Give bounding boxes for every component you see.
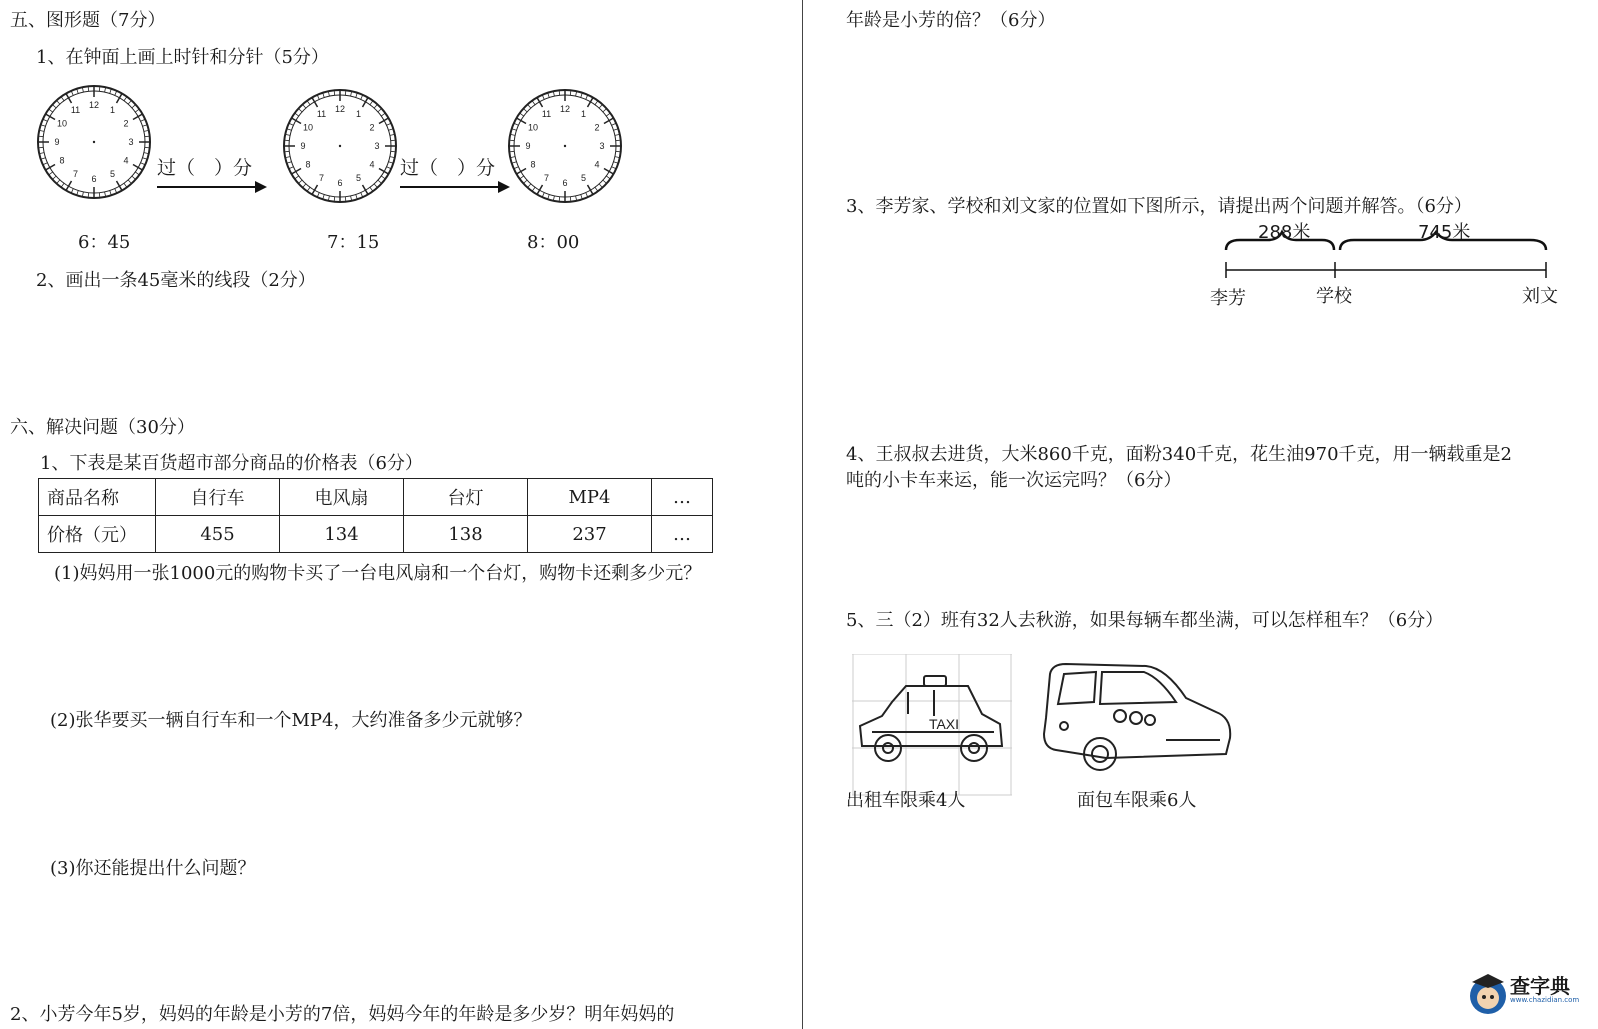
clock-tick — [612, 167, 617, 169]
clock-tick — [595, 187, 598, 191]
clock-tick — [523, 180, 527, 183]
table-cell: MP4 — [528, 479, 652, 516]
clock-tick — [57, 180, 60, 184]
clock-tick — [132, 176, 136, 179]
clock-tick — [387, 123, 392, 125]
clock-tick — [603, 180, 607, 183]
clock-tick — [361, 193, 363, 198]
clock-tick — [61, 183, 64, 187]
arrow1-label: 过（ ）分 — [157, 157, 253, 179]
clock-tick — [284, 151, 289, 152]
time-label-3: 8：00 — [527, 232, 580, 253]
logo-name: 查字典 — [1510, 974, 1570, 998]
section5-title: 五、图形题（7分） — [10, 10, 166, 31]
clock-numeral: 6 — [337, 178, 343, 188]
clock-tick — [298, 109, 302, 112]
clock-tick — [99, 193, 100, 198]
clock-tick — [387, 167, 392, 169]
clock-tick — [135, 109, 139, 112]
clock-tick — [141, 119, 146, 121]
time-label-2: 7：15 — [327, 232, 380, 253]
sub-question-1: (1)妈妈用一张1000元的购物卡买了一台电风扇和一个台灯，购物卡还剩多少元？ — [54, 563, 702, 584]
clock-tick — [295, 176, 299, 179]
clock-numeral: 11 — [541, 108, 552, 119]
clock-tick — [378, 180, 382, 183]
clock-tick — [603, 109, 607, 112]
clock-numeral: 11 — [316, 108, 327, 119]
clock-tick — [381, 176, 385, 179]
clock-tick — [43, 163, 48, 165]
problem3-text: 3、李芳家、学校和刘文家的位置如下图所示，请提出两个问题并解答。（6分） — [846, 196, 1472, 217]
clock-tick — [523, 109, 527, 112]
table-cell: 138 — [404, 516, 528, 553]
clock-tick — [128, 100, 131, 104]
clock-tick — [88, 86, 89, 91]
arrow-2-head — [498, 181, 510, 193]
time-label-1: 6：45 — [78, 232, 131, 253]
clock-tick — [370, 187, 373, 191]
clock-tick — [295, 113, 299, 116]
place-label-school: 学校 — [1316, 286, 1352, 307]
sub-question-2: (2)张华要买一辆自行车和一个MP4，大约准备多少元就够？ — [50, 710, 532, 731]
clock-tick — [599, 184, 602, 188]
clock-tick — [381, 113, 385, 116]
clock-tick — [124, 183, 127, 187]
clock-numeral: 2 — [123, 118, 129, 129]
taxi-caption: 出租车限乘4人 — [846, 790, 966, 811]
clock-numeral: 9 — [54, 137, 60, 147]
clock-tick — [345, 197, 346, 202]
clock-tick — [370, 101, 373, 105]
table-row — [39, 479, 713, 516]
taxi-sign: TAXI — [928, 716, 960, 732]
clock-numeral: 1 — [109, 104, 116, 115]
clock-tick — [38, 147, 43, 148]
clock-numeral: 3 — [374, 141, 380, 151]
clock-numeral: 9 — [525, 141, 531, 151]
clock-tick — [135, 172, 139, 175]
clock-tick — [132, 105, 136, 108]
clock-tick — [532, 187, 535, 191]
table-cell: 价格（元） — [39, 516, 156, 553]
clock-numeral: 6 — [91, 174, 97, 184]
clock-tick — [586, 193, 588, 198]
clock-tick — [514, 123, 519, 125]
clock-center — [564, 145, 566, 147]
clock-tick — [509, 151, 514, 152]
arrow-2 — [400, 186, 500, 188]
arrow2-label: 过（ ）分 — [400, 157, 496, 179]
problem1-title: 1、下表是某百货超市部分商品的价格表（6分） — [40, 453, 423, 474]
clock-face-2[interactable] — [280, 86, 400, 206]
chazidian-logo — [1466, 968, 1586, 1018]
problem2-continued: 年龄是小芳的倍？（6分） — [846, 10, 1056, 31]
table-cell: 237 — [528, 516, 652, 553]
table-cell: … — [652, 516, 713, 553]
place-label-lifang: 李芳 — [1210, 288, 1246, 309]
clock-tick — [606, 113, 610, 116]
clock-tick — [303, 104, 306, 108]
clock-numeral: 5 — [580, 173, 587, 184]
distance-label-1: 288米 — [1258, 222, 1311, 243]
q1-title: 1、在钟面上画上时针和分针（5分） — [36, 47, 329, 68]
clock-numeral: 10 — [302, 122, 313, 133]
arrow-1 — [157, 186, 257, 188]
clock-tick — [71, 189, 73, 194]
clock-face-1[interactable] — [34, 82, 154, 202]
clock-numeral: 10 — [527, 122, 538, 133]
clock-tick — [514, 167, 519, 169]
clock-tick — [38, 136, 43, 137]
sub-question-3: (3)你还能提出什么问题？ — [50, 858, 256, 879]
clock-numeral: 7 — [543, 173, 550, 184]
clock-tick — [298, 180, 302, 183]
table-row — [39, 516, 713, 553]
clock-tick — [520, 113, 524, 116]
clock-tick — [532, 101, 535, 105]
logo-url: www.chazidian.com — [1510, 996, 1580, 1004]
clock-numeral: 7 — [72, 169, 79, 180]
table-cell: 自行车 — [156, 479, 280, 516]
clock-tick — [141, 163, 146, 165]
problem4-line1: 4、王叔叔去进货，大米860千克，面粉340千克，花生油970千克，用一辆载重是2 — [846, 444, 1512, 465]
clock-tick — [124, 97, 127, 101]
clock-tick — [391, 151, 396, 152]
clock-tick — [49, 109, 53, 112]
clock-tick — [307, 101, 310, 105]
clock-tick — [374, 104, 377, 108]
clock-tick — [307, 187, 310, 191]
clock-tick — [303, 184, 306, 188]
table-cell: 台灯 — [404, 479, 528, 516]
section6-title: 六、解决问题（30分） — [10, 417, 195, 438]
clock-numeral: 3 — [599, 141, 605, 151]
column-divider — [802, 0, 803, 1029]
clock-tick — [542, 95, 544, 100]
clock-numeral: 1 — [580, 108, 587, 119]
clock-tick — [99, 86, 100, 91]
problem2-text: 2、小芳今年5岁，妈妈的年龄是小芳的7倍，妈妈今年的年龄是多少岁？明年妈妈的 — [10, 1004, 675, 1025]
clock-tick — [289, 123, 294, 125]
clock-numeral: 7 — [318, 173, 325, 184]
clock-numeral: 12 — [334, 104, 346, 114]
clock-tick — [43, 119, 48, 121]
clock-numeral: 12 — [88, 100, 100, 110]
table-cell: 商品名称 — [39, 479, 156, 516]
clock-tick — [378, 109, 382, 112]
table-cell: 134 — [280, 516, 404, 553]
clock-numeral: 8 — [305, 159, 311, 170]
distance-diagram — [1200, 222, 1570, 314]
distance-label-2: 745米 — [1418, 222, 1471, 243]
clock-tick — [595, 101, 598, 105]
table-cell: 电风扇 — [280, 479, 404, 516]
clock-tick — [391, 140, 396, 141]
clock-tick — [289, 167, 294, 169]
clock-tick — [528, 184, 531, 188]
clock-tick — [361, 95, 363, 100]
clock-tick — [128, 180, 131, 184]
clock-numeral: 4 — [123, 155, 129, 166]
clock-tick — [61, 97, 64, 101]
clock-tick — [284, 140, 289, 141]
table-cell: 455 — [156, 516, 280, 553]
arrow-1-head — [255, 181, 267, 193]
clock-numeral: 3 — [128, 137, 134, 147]
problem5-text: 5、三（2）班有32人去秋游，如果每辆车都坐满，可以怎样租车？（6分） — [846, 610, 1444, 631]
clock-tick — [528, 104, 531, 108]
price-table — [38, 478, 713, 553]
clock-tick — [52, 105, 56, 108]
clock-tick — [115, 91, 117, 96]
clock-tick — [374, 184, 377, 188]
clock-tick — [599, 104, 602, 108]
taxi-illustration — [852, 654, 1012, 796]
clock-tick — [345, 90, 346, 95]
clock-numeral: 8 — [530, 159, 536, 170]
clock-tick — [334, 90, 335, 95]
clock-numeral: 4 — [594, 159, 600, 170]
clock-tick — [542, 193, 544, 198]
clock-tick — [616, 151, 621, 152]
clock-tick — [616, 140, 621, 141]
q2-title: 2、画出一条45毫米的线段（2分） — [36, 270, 316, 291]
clock-tick — [88, 193, 89, 198]
clock-numeral: 1 — [355, 108, 362, 119]
place-label-liuwen: 刘文 — [1522, 286, 1558, 307]
clock-numeral: 8 — [59, 155, 65, 166]
clock-tick — [606, 176, 610, 179]
clock-tick — [49, 172, 53, 175]
clock-numeral: 12 — [559, 104, 571, 114]
clock-tick — [317, 193, 319, 198]
clock-tick — [509, 140, 514, 141]
van-caption: 面包车限乘6人 — [1077, 790, 1197, 811]
clock-tick — [57, 100, 60, 104]
problem4-line2: 吨的小卡车来运，能一次运完吗？（6分） — [846, 470, 1182, 491]
clock-tick — [71, 91, 73, 96]
clock-face-3[interactable] — [505, 86, 625, 206]
clock-numeral: 4 — [369, 159, 375, 170]
clock-tick — [570, 197, 571, 202]
clock-numeral: 11 — [70, 104, 81, 115]
table-cell: … — [652, 479, 713, 516]
clock-numeral: 6 — [562, 178, 568, 188]
clock-numeral: 2 — [594, 122, 600, 133]
clock-numeral: 9 — [300, 141, 306, 151]
clock-tick — [145, 147, 150, 148]
clock-tick — [559, 197, 560, 202]
clock-tick — [570, 90, 571, 95]
clock-tick — [520, 176, 524, 179]
clock-tick — [52, 176, 56, 179]
clock-center — [339, 145, 341, 147]
clock-numeral: 5 — [355, 173, 362, 184]
clock-tick — [145, 136, 150, 137]
clock-tick — [334, 197, 335, 202]
clock-center — [93, 141, 95, 143]
clock-tick — [317, 95, 319, 100]
clock-tick — [559, 90, 560, 95]
clock-tick — [115, 189, 117, 194]
clock-numeral: 10 — [56, 118, 67, 129]
clock-tick — [612, 123, 617, 125]
clock-numeral: 2 — [369, 122, 375, 133]
clock-numeral: 5 — [109, 169, 116, 180]
van-illustration — [1036, 658, 1236, 778]
clock-tick — [586, 95, 588, 100]
